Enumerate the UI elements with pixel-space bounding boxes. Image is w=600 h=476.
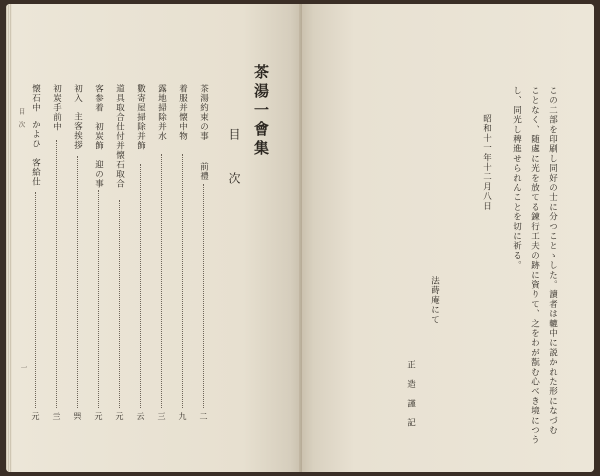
toc-leader <box>35 192 36 408</box>
right-page <box>302 4 594 472</box>
toc-page-number: 元 <box>94 412 103 420</box>
toc-entry-title: 露地掃除并水 <box>156 84 167 141</box>
preface-date: 昭和十一年十二月八日 <box>481 114 492 211</box>
toc-leader <box>98 190 99 408</box>
page-footer-label: 目 次 <box>17 108 26 128</box>
toc-entry-subtitle: 初炭飾 迎の事 <box>93 122 104 189</box>
toc-page-number: 九 <box>178 412 187 420</box>
toc-leader <box>203 184 204 408</box>
preface-signature: 正 造 謹 記 <box>405 360 416 428</box>
toc-leader <box>119 200 120 408</box>
toc-entry-subtitle: かよひ 客給仕 <box>30 120 41 187</box>
toc-entry-title: 初入 <box>72 84 83 103</box>
toc-leader <box>182 154 183 408</box>
toc-entry-title: 數寄屋掃除并飾 <box>135 84 146 151</box>
toc-entry-title: 着服并懐中物 <box>177 84 188 141</box>
toc-heading: 目 次 <box>227 128 241 194</box>
toc-page-number: 元 <box>115 412 124 420</box>
book-title: 茶湯一會集 <box>252 64 270 159</box>
toc-page-number: 三 <box>157 412 166 420</box>
book-spread <box>6 4 594 472</box>
toc-entry-title: 道具取合仕付并懐石取合 <box>114 84 125 189</box>
toc-page-number: 亖 <box>52 412 61 420</box>
page-edge <box>6 4 12 472</box>
preface-place: 法蒔庵にて <box>429 276 440 325</box>
toc-entry-subtitle: 前禮 <box>198 162 209 181</box>
left-page <box>6 4 302 472</box>
paragraph-line: ことなく、随處に光を放てる錬行工夫の跡に資りて、之をわが翫む心べき境につう <box>529 86 540 445</box>
toc-entry-title: 初炭手前中 <box>51 84 62 132</box>
toc-entry-title: 茶湯約束の事 <box>198 84 209 141</box>
page-footer-number: 一 <box>19 364 28 371</box>
toc-leader <box>161 154 162 408</box>
paragraph-line: この二部を印刷し同好の士に分つことゝした。讀者は轆中に説かれた形になづむ <box>547 86 558 436</box>
toc-page-number: 二 <box>199 412 208 420</box>
toc-entry-subtitle: 主客挨拶 <box>72 112 83 150</box>
toc-page-number: 元 <box>31 412 40 420</box>
toc-page-number: 巺 <box>73 412 82 420</box>
toc-leader <box>56 140 57 408</box>
toc-entry-title: 客参着 <box>93 84 104 113</box>
toc-entry-title: 懐石中 <box>30 84 41 113</box>
toc-leader <box>77 156 78 408</box>
toc-page-number: 云 <box>136 412 145 420</box>
paragraph-line: し、同光し稗進せられんことを切に祈る。 <box>511 86 522 271</box>
toc-leader <box>140 164 141 408</box>
